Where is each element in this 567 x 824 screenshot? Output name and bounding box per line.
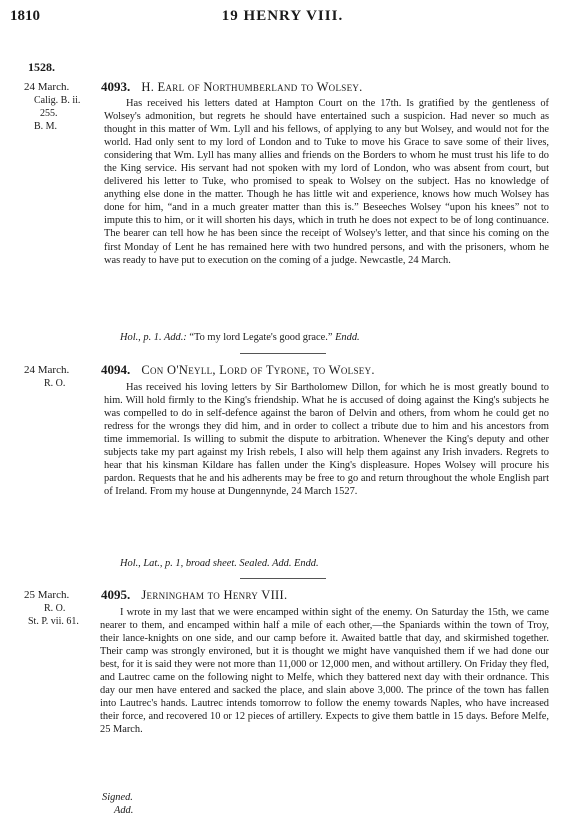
entry-body: Has received his letters dated at Hampton Court on the 17th. Is gratified by the gentleness of Wolsey's admonition, but regrets he should have entertained such a suspicion. Had never so much as thought in this matter of Wm. Lyll and his fellows, of applying to any but Wolsey, and would not for the world. Had only sent to my lord of London and to Tuke to move his Grace to save some of their lives, considering that Wm. Lyll has many allies and friends on the Borders to whom he must trust his life to do the King service. His servant had not spoken with my lord of London, who was absent from court, but delivered his letter to Tuke, who promised to speak to Wolsey on the subject. Has no knowledge of anything else done in the matter. Though he has little wit and experience, knows how much Wolsey has done for him, “and in a much greater matter than this is.” Beseeches Wolsey “upon his knees” not to impute this to him, or it will shorten his days, which in truth he does not expect to be of long continuance. The bearer can tell how he has been since the receipt of Wolsey's letter, and that since his coming on the first Monday of Lent he has remained here with two hundred persons, and with the prisoners, whom he was ready to have put to execution on the coming of a judge. Newcastle, 24 March. [104,98,549,266]
running-header [10,8,555,30]
entry-note [120,332,360,343]
entry-note [120,558,319,569]
entry-number: 4094. [101,362,131,377]
entry-ref: Calig. B. ii. [34,95,81,106]
note-italic: Add. [114,805,134,816]
entry-date: 24 March. [24,364,70,376]
running-title: 19 HENRY VIII. [221,8,344,24]
entry-heading [101,79,547,95]
entry-body: I wrote in my last that we were encamped within sight of the enemy. On Saturday the 15th, we came nearer to them, and encamped within half a mile of each other,—the Spaniards within the town of Troy, their lance-knights on one side, and our camp before it. Awaited battle that day, and skirmished together. Their camp was strongly environed, but it is thought we might have vanquished them if we had done our best, for it is said they were not more than 11,000 or 12,000 men, and without artillery. On Friday they fled, and Lautrec came on the following night to Melfe, which they battered next day with their ordnance. This day our men have entered and sacked the place, and slain above 3,000. The prince of the town has fallen into Lautrec's hands. Lautrec intends tomorrow to follow the enemy towards Naples, who have increased their force, and recovered 10 or 12 pieces of artillery. Expects to give them battle in 15 days. Before Melfe, 25 March. [100,607,549,736]
entry-ref: 255. [40,108,58,119]
entry-heading [101,362,547,378]
note-italic: Signed. [102,792,133,803]
entry-title: Jerningham to Henry VIII. [141,588,288,602]
note-italic: Endd. [335,332,360,343]
entry-heading [101,587,547,603]
entry-note [114,805,133,816]
entry-margin [24,81,94,133]
entry-ref: R. O. [44,603,66,614]
note-italic: Hol., Lat., p. 1, broad sheet. Sealed. Add. Endd. [120,558,319,569]
entry-title: Con O'Neyll, Lord of Tyrone, to Wolsey. [141,363,375,377]
entry-number: 4095. [101,587,131,602]
year-heading: 1528. [28,60,55,74]
entry-ref: B. M. [34,121,58,132]
entry-margin [24,589,94,628]
entry-number: 4093. [101,79,131,94]
entry-body: Has received his loving letters by Sir Bartholomew Dillon, for which he is most greatly bound to him. Will hold firmly to the King's friendship. What he is accused of doing against the King's subjects he was compelled to do in self-defence against the baron of Delvin and others, from whom he could get no redress for the wrongs they did him, and in order to collect a tribute due to him and his ancestors from time immemorial. Is willing to submit the dispute to arbitration. Whenever the King's deputy and other subjects take my part against my Irish rebels, I also will help them against any Irish invaders. Regrets to hear that his kinsman Kildare has fallen under the King's displeasure. Hopes Wolsey will procure his pardon. Requests that he and his adherents may be free to go and return throughout the whole English part of Ireland. From my house at Dungennynde, 24 March 1527. [104,382,549,498]
page-number: 1810 [10,8,40,24]
entry-date: 25 March. [24,589,70,601]
entry-date: 24 March. [24,81,70,93]
note-italic: Hol., p. 1. Add.: [120,332,187,343]
entry-margin [24,364,94,390]
divider-rule [240,578,326,579]
divider-rule [240,353,326,354]
entry-title: H. Earl of Northumberland to Wolsey. [141,80,363,94]
note-plain: “To my lord Legate's good grace.” [186,332,336,343]
entry-ref: R. O. [44,378,66,389]
entry-ref: St. P. vii. 61. [28,616,79,627]
entry-note [102,792,133,803]
